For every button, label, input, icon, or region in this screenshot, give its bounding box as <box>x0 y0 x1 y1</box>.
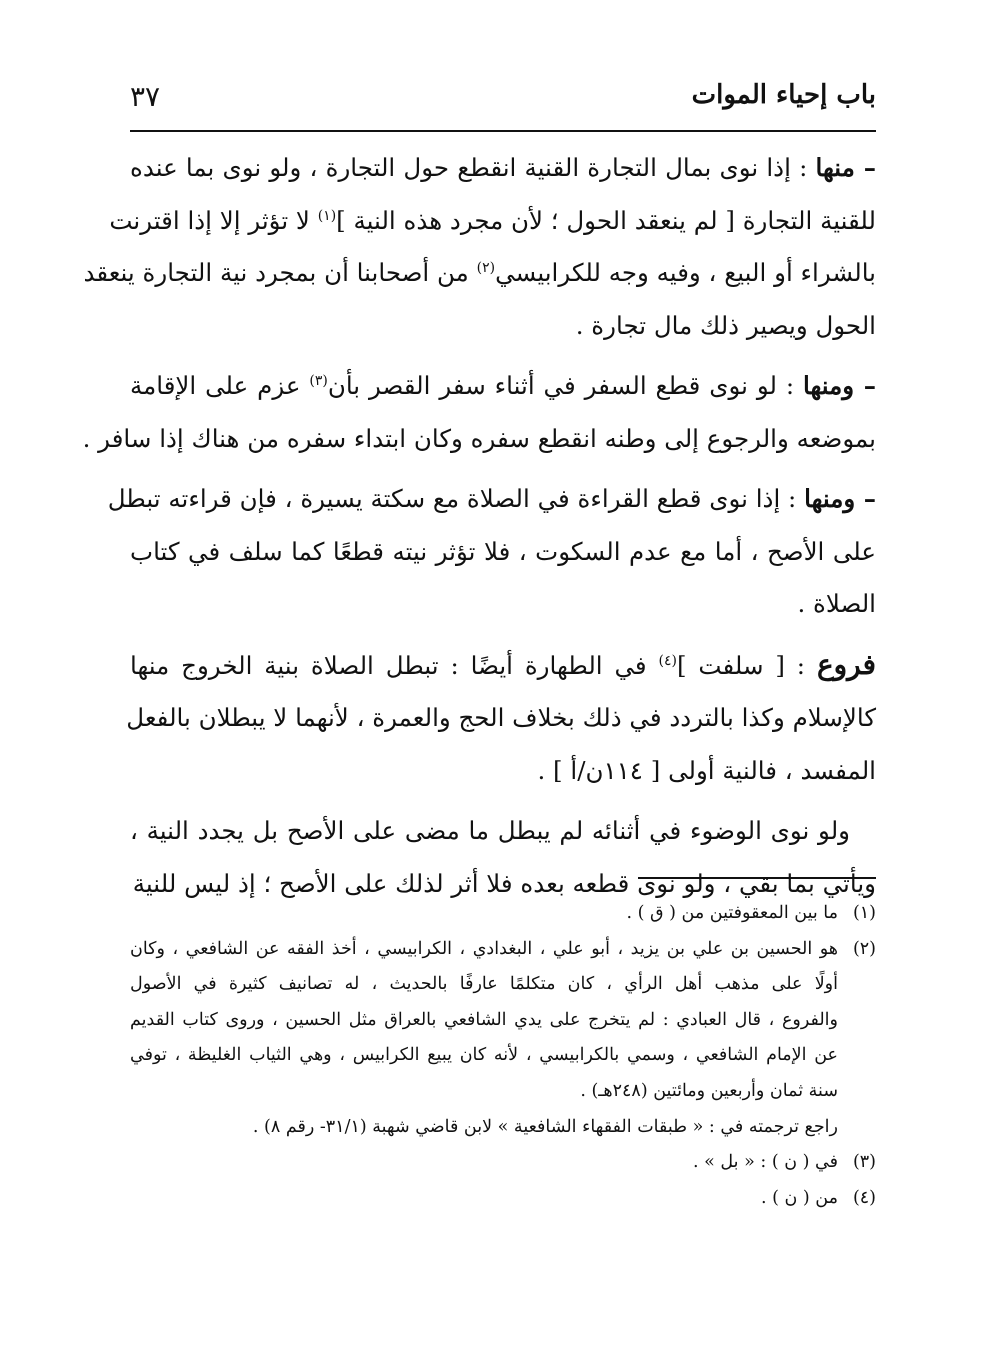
paragraph <box>82 360 876 465</box>
footnote-line: أولًا على مذهب أهل الرأي ، كان متكلمًا عارفًا بالحديث ، له تصانيف كثيرة في الأصول <box>130 974 838 995</box>
footnote <box>130 896 876 932</box>
line-text: المفسد ، فالنية أولى [ ١١٤ن/أ ] . <box>537 755 876 785</box>
paragraph-gap <box>130 352 876 360</box>
footnote <box>130 1145 876 1181</box>
text-line <box>130 578 876 631</box>
footnote-ref: (٤) <box>658 652 677 669</box>
line-text: ولو نوى الوضوء في أثنائه لم يبطل ما مضى على الأصح بل يجدد النية ، <box>130 816 850 845</box>
footnote <box>130 932 876 1110</box>
paragraph <box>130 805 876 910</box>
paragraph-gap <box>130 631 876 639</box>
text-line <box>109 195 876 248</box>
footnote-number: (٤) <box>852 1187 876 1208</box>
lead-word: – منها <box>815 153 876 182</box>
line-text: بموضعه والرجوع إلى وطنه انقطع سفره وكان ابتداء سفره من هناك إذا سافر . <box>82 423 876 453</box>
line-text-tail: في الطهارة أيضًا : تبطل الصلاة بنية الخروج منها <box>130 650 659 680</box>
footnote-line: من ( ن ) . <box>760 1187 838 1208</box>
lead-word: – ومنها <box>804 484 876 513</box>
paragraph-gap <box>130 797 876 805</box>
footnote-number: (٢) <box>852 938 876 959</box>
line-text: الصلاة . <box>797 589 876 618</box>
line-text: : إذا نوى قطع القراءة في الصلاة مع سكتة يسيرة ، فإن قراءته تبطل <box>107 484 805 513</box>
footnote-number: (٣) <box>852 1152 876 1173</box>
footnote-ref: (٣) <box>309 372 328 389</box>
line-text-tail: عزم على الإقامة <box>130 371 310 400</box>
line-text: : إذا نوى بمال التجارة القنية انقطع حول التجارة ، ولو نوى بما عنده <box>130 153 816 182</box>
running-header <box>130 80 876 126</box>
footnote-line: هو الحسين بن علي بن يزيد ، أبو علي ، البغدادي ، الكرابيسي ، أخذ الفقه عن الشافعي ، وكان <box>130 938 838 959</box>
text-line <box>130 142 876 195</box>
text-line <box>107 473 876 526</box>
line-text-tail: لا تؤثر إلا إذا اقترنت <box>109 205 318 235</box>
paragraph <box>83 142 876 352</box>
footnote-number: (١) <box>852 903 876 923</box>
text-line <box>130 526 876 579</box>
line-text: : لو نوى قطع السفر في أثناء سفر القصر بأن <box>327 371 803 400</box>
header-rule <box>130 130 876 132</box>
footnote-separator <box>638 877 876 879</box>
footnote-ref: (٢) <box>476 259 496 276</box>
text-line <box>130 300 876 353</box>
text-line <box>82 413 876 466</box>
lead-word: – ومنها <box>803 371 876 400</box>
line-text: كالإسلام وكذا بالتردد في ذلك بخلاف الحج والعمرة ، لأنهما لا يبطلان بالفعل <box>126 703 876 732</box>
footnote-line: سنة ثمان وأربعين ومائتين (٢٤٨هـ) . <box>580 1080 838 1101</box>
footnote-line: عن الإمام الشافعي ، وسمي بالكرابيسي ، لأنه كان يبيع الكرابيس ، وهي الثياب الغليظة ، توفي <box>130 1045 838 1066</box>
text-line <box>130 745 876 798</box>
chapter-title: باب إحياء الموات <box>691 80 876 110</box>
footnote-line: ما بين المعقوفتين من ( ق ) . <box>626 903 838 923</box>
footnote-line: والفروع ، قال العبادي : لم يتخرج على يدي الشافعي بالعراق مثل الحسين ، وروى كتاب القديم <box>130 1009 838 1030</box>
line-text: بالشراء أو البيع ، وفيه وجه للكرابيسي <box>495 258 876 287</box>
footnote <box>130 1181 876 1217</box>
line-text-tail: من أصحابنا أن بمجرد نية التجارة ينعقد <box>83 258 477 287</box>
text-line <box>130 805 876 858</box>
lead-word: فروع <box>816 647 876 681</box>
paragraph <box>126 639 876 798</box>
line-text: للقنية التجارة [ لم ينعقد الحول ؛ لأن مجرد هذه النية ] <box>336 205 876 235</box>
page-number: ٣٧ <box>130 80 161 113</box>
line-text: : [ سلفت ] <box>676 650 817 680</box>
footnote-line: في ( ن ) : « بل » . <box>693 1152 838 1173</box>
footnote-ref: (١) <box>317 207 337 224</box>
text-line <box>126 692 876 745</box>
footnotes <box>130 896 876 1216</box>
footnote-continuation: راجع ترجمته في : « طبقات الفقهاء الشافعية » لابن قاضي شهبة (٣١/١- رقم ٨) . <box>252 1116 838 1137</box>
paragraph-gap <box>130 465 876 473</box>
line-text: على الأصح ، أما مع عدم السكوت ، فلا تؤثر نيته قطعًا كما سلف في كتاب <box>130 536 876 566</box>
main-text <box>82 142 876 910</box>
line-text: ويأتي بما بقي ، ولو نوى قطعه بعده فلا أثر لذلك على الأصح ؛ إذ ليس للنية <box>132 868 876 898</box>
text-line <box>130 639 876 693</box>
text-line <box>83 247 876 300</box>
paragraph <box>107 473 876 631</box>
text-line <box>130 360 876 413</box>
line-text: الحول ويصير ذلك مال تجارة . <box>575 310 876 340</box>
